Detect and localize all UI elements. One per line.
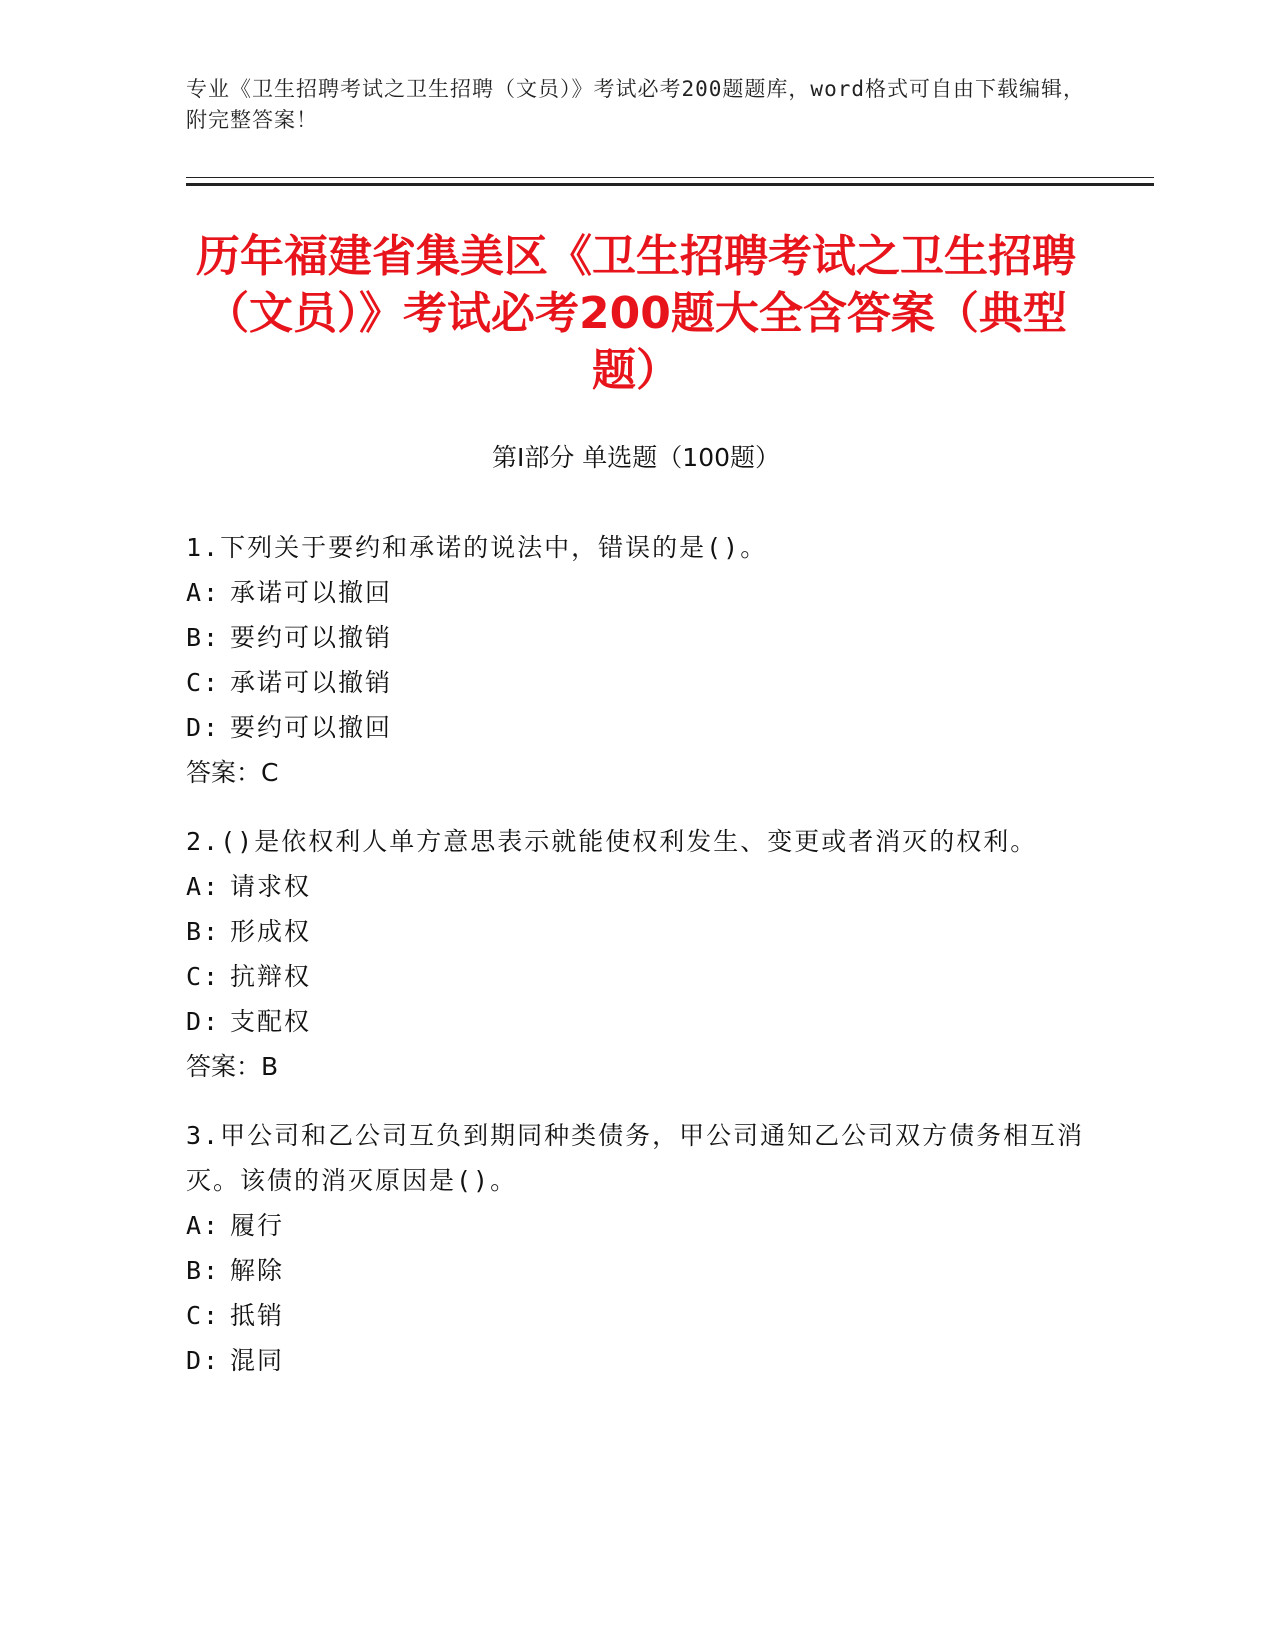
question-stem: 1.下列关于要约和承诺的说法中，错误的是()。 [186,533,768,562]
answer-value: B [261,1052,279,1081]
option-label: B: [186,917,221,946]
option-text: 支配权 [230,1007,312,1036]
question-stem: 2.()是依权利人单方意思表示就能使权利发生、变更或者消灭的权利。 [186,827,1038,856]
option-label: C: [186,962,221,991]
option-label: C: [186,668,221,697]
option-label: B: [186,1256,221,1285]
header-divider-thin [186,177,1154,178]
answer-prefix: 答案： [186,1052,262,1081]
option-b [186,1248,1086,1293]
intro-text: 专业《卫生招聘考试之卫生招聘（文员）》考试必考200题题库，word格式可自由下载编辑，附完整答案！ [186,77,1085,132]
option-b [186,909,1086,954]
document-title: 历年福建省集美区《卫生招聘考试之卫生招聘（文员）》考试必考200题大全含答案（典型题） [196,231,1076,396]
option-label: D: [186,1007,221,1036]
option-text: 混同 [230,1346,285,1375]
option-label: D: [186,1346,221,1375]
option-label: A: [186,1211,221,1240]
answer-value: C [261,758,279,787]
question-stem: 3.甲公司和乙公司互负到期同种类债务，甲公司通知乙公司双方债务相互消灭。该债的消灭原因是()。 [186,1121,1085,1195]
option-text: 抗辩权 [230,962,312,991]
answer-line [186,1044,1086,1089]
option-label: A: [186,872,221,901]
option-c [186,954,1086,999]
question-item [186,1113,1086,1383]
header-divider-thick [186,183,1154,186]
option-a [186,1203,1086,1248]
question-item [186,819,1086,1089]
option-text: 承诺可以撤销 [230,668,393,697]
option-text: 形成权 [230,917,312,946]
option-label: D: [186,713,221,742]
option-text: 要约可以撤回 [230,713,393,742]
option-c [186,1293,1086,1338]
question-item [186,525,1086,795]
question-list [186,525,1086,1407]
option-text: 承诺可以撤回 [230,578,393,607]
answer-line [186,750,1086,795]
option-d [186,999,1086,1044]
option-label: B: [186,623,221,652]
option-label: C: [186,1301,221,1330]
option-d [186,1338,1086,1383]
option-a [186,570,1086,615]
option-text: 抵销 [230,1301,285,1330]
option-d [186,705,1086,750]
option-a [186,864,1086,909]
option-text: 解除 [230,1256,285,1285]
option-c [186,660,1086,705]
option-b [186,615,1086,660]
answer-prefix: 答案： [186,758,262,787]
option-label: A: [186,578,221,607]
option-text: 请求权 [230,872,312,901]
section-heading: 第Ⅰ部分 单选题（100题） [491,443,781,472]
option-text: 履行 [230,1211,285,1240]
option-text: 要约可以撤销 [230,623,393,652]
